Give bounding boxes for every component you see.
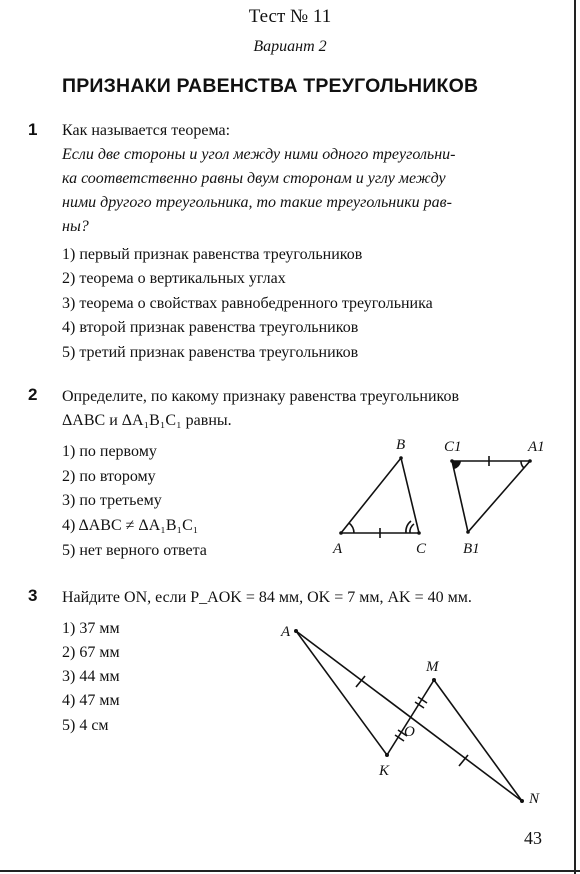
label-k: K: [379, 763, 390, 779]
page-number: 43: [524, 828, 542, 848]
question-1-option-1[interactable]: 1) первый признак равенства треугольников: [62, 246, 363, 263]
label-b1: B1: [463, 541, 480, 557]
label-c1: C1: [444, 439, 462, 455]
question-1-option-4[interactable]: 4) второй признак равенства треугольников: [62, 319, 359, 336]
question-1-number: 1: [28, 120, 38, 139]
page-edge-right: [574, 0, 576, 874]
question-2-option-1[interactable]: 1) по первому: [62, 443, 157, 460]
triangle-abc: [341, 458, 419, 533]
segment-km: [387, 680, 434, 755]
question-3-option-5[interactable]: 5) 4 см: [62, 717, 109, 734]
label-a1: A1: [528, 439, 545, 455]
question-2-option-5[interactable]: 5) нет верного ответа: [62, 542, 207, 559]
label-b: B: [396, 437, 406, 453]
question-1-option-3[interactable]: 3) теорема о свойствах равнобедренного треугольника: [62, 295, 433, 312]
label-a: A: [281, 624, 291, 640]
variant-label: Вариант 2: [253, 38, 327, 55]
question-2-prompt-line-1: Определите, по какому признаку равенства треугольников: [62, 388, 460, 405]
question-2-option-4[interactable]: 4) ΔABC ≠ ΔA₁B₁C₁: [62, 517, 199, 534]
segment-ak: [296, 631, 387, 755]
question-1-option-5[interactable]: 5) третий признак равенства треугольников: [62, 344, 359, 361]
question-3-prompt: Найдите ON, если P_AOK = 84 мм, OK = 7 мм, AK = 40 мм.: [62, 589, 472, 606]
question-2-option-2[interactable]: 2) по второму: [62, 468, 156, 485]
label-a: A: [333, 541, 343, 557]
section-title: ПРИЗНАКИ РАВЕНСТВА ТРЕУГОЛЬНИКОВ: [62, 75, 479, 97]
triangle-a1b1c1: [452, 461, 530, 532]
question-1-prompt: Как называется теорема:: [62, 122, 231, 139]
label-m: M: [426, 659, 439, 675]
question-3-option-4[interactable]: 4) 47 мм: [62, 692, 120, 709]
question-1-option-2[interactable]: 2) теорема о вертикальных углах: [62, 270, 286, 287]
question-1-statement-line-4: ны?: [62, 218, 89, 235]
segment-mn: [434, 680, 522, 801]
question-3-figure: [270, 610, 560, 810]
question-3-option-3[interactable]: 3) 44 мм: [62, 668, 120, 685]
question-1-statement-line-1: Если две стороны и угол между ними одного треугольни-: [62, 146, 456, 163]
test-title: Тест № 11: [248, 6, 332, 27]
page-edge-bottom: [0, 870, 580, 872]
question-2-option-3[interactable]: 3) по третьему: [62, 492, 162, 509]
question-2-triangles-figure: [320, 430, 560, 565]
question-1-statement-line-2: ка соответственно равны двум сторонам и углу между: [62, 170, 446, 187]
question-3-option-1[interactable]: 1) 37 мм: [62, 620, 120, 637]
question-3-number: 3: [28, 586, 38, 605]
question-3-option-2[interactable]: 2) 67 мм: [62, 644, 120, 661]
question-2-prompt-line-2: ΔABC и ΔA₁B₁C₁ равны.: [62, 412, 232, 429]
label-o: O: [404, 724, 415, 740]
label-n: N: [529, 791, 540, 807]
question-1-statement-line-3: ними другого треугольника, то такие треугольники рав-: [62, 194, 452, 211]
segment-an: [296, 631, 522, 801]
question-2-number: 2: [28, 385, 38, 404]
label-c: C: [416, 541, 427, 557]
